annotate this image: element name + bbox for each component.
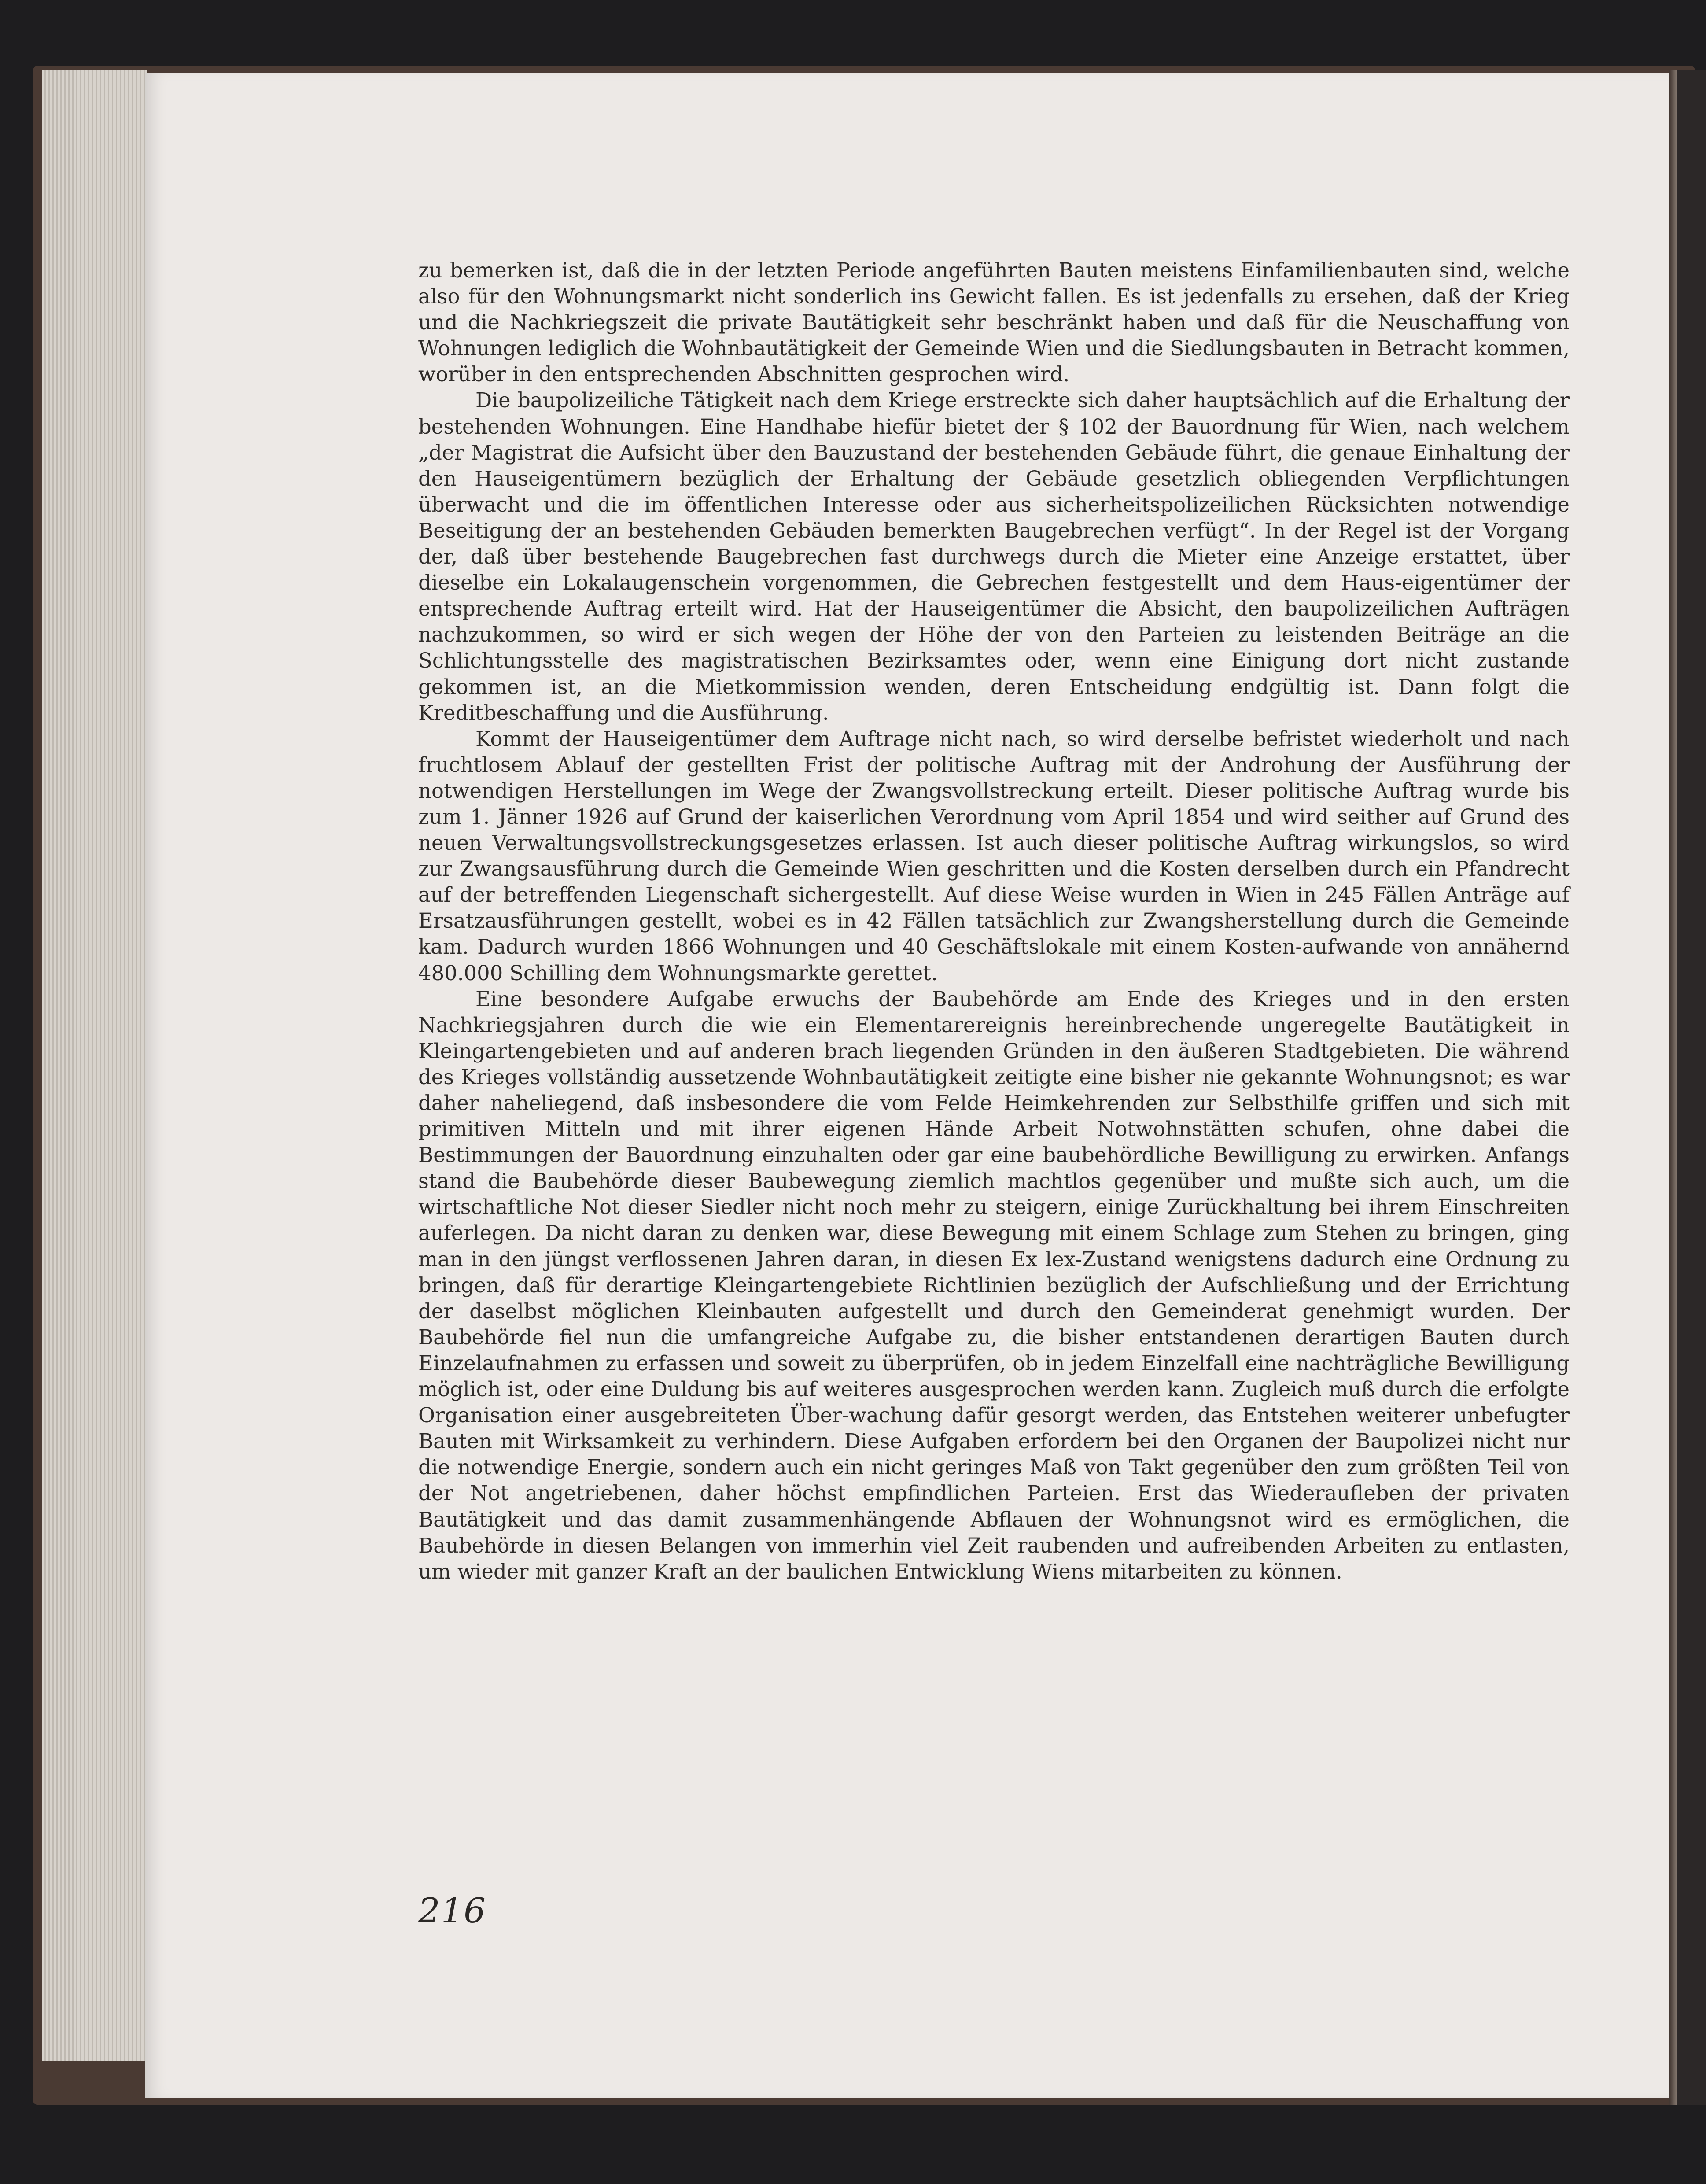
book-gutter [1669,70,1677,2105]
right-page-edge [1677,70,1706,2105]
body-text [418,258,1570,1585]
paragraph: Kommt der Hauseigentümer dem Auftrage nicht nach, so wird derselbe befristet wiederholt und nach fruchtlosem Ablauf der gestellten Frist der politische Auftrag mit der Androhung der Ausführung der notwendigen Herstellungen im Wege der Zwangsvollstreckung erteilt. Dieser politische Auftrag wurde bis zum 1. Jänner 1926 auf Grund der kaiserlichen Verordnung vom April 1854 und wird seither auf Grund des neuen Verwaltungsvollstreckungsgesetzes erlassen. Ist auch dieser politische Auftrag wirkungslos, so wird zur Zwangsausführung durch die Gemeinde Wien geschritten und die Kosten derselben durch ein Pfandrecht auf der betreffenden Liegenschaft sichergestellt. Auf diese Weise wurden in Wien in 245 Fällen Anträge auf Ersatzausführungen gestellt, wobei es in 42 Fällen tatsächlich zur Zwangsherstellung durch die Gemeinde kam. Dadurch wurden 1866 Wohnungen und 40 Geschäftslokale mit einem Kosten-aufwande von annähernd 480.000 Schilling dem Wohnungsmarkte gerettet. [418,727,1570,985]
paragraph: Eine besondere Aufgabe erwuchs der Baubehörde am Ende des Krieges und in den ersten Nachkriegsjahren durch die wie ein Elementarereignis hereinbrechende ungeregelte Bautätigkeit in Kleingartengebieten und auf anderen brach liegenden Gründen in den äußeren Stadtgebieten. Die während des Krieges vollständig aussetzende Wohnbautätigkeit zeitigte eine bisher nie gekannte Wohnungsnot; es war daher naheliegend, daß insbesondere die vom Felde Heimkehrenden zur Selbsthilfe griffen und sich mit primitiven Mitteln und mit ihrer eigenen Hände Arbeit Notwohnstätten schufen, ohne dabei die Bestimmungen der Bauordnung einzuhalten oder gar eine baubehördliche Bewilligung zu erwirken. Anfangs stand die Baubehörde dieser Baubewegung ziemlich machtlos gegenüber und mußte sich auch, um die wirtschaftliche Not dieser Siedler nicht noch mehr zu steigern, einige Zurückhaltung bei ihrem Einschreiten auferlegen. Da nicht daran zu denken war, diese Bewegung mit einem Schlage zum Stehen zu bringen, ging man in den jüngst verflossenen Jahren daran, in diesen Ex lex-Zustand wenigstens dadurch eine Ordnung zu bringen, daß für derartige Kleingartengebiete Richtlinien bezüglich der Aufschließung und der Errichtung der daselbst möglichen Kleinbauten aufgestellt und durch den Gemeinderat genehmigt wurden. Der Baubehörde fiel nun die umfangreiche Aufgabe zu, die bisher entstandenen derartigen Bauten durch Einzelaufnahmen zu erfassen und soweit zu überprüfen, ob in jedem Einzelfall eine nachträgliche Bewilligung möglich ist, oder eine Duldung bis auf weiteres ausgesprochen werden kann. Zugleich muß durch die erfolgte Organisation einer ausgebreiteten Über-wachung dafür gesorgt werden, das Entstehen weiterer unbefugter Bauten mit Wirksamkeit zu verhindern. Diese Aufgaben erfordern bei den Organen der Baupolizei nicht nur die notwendige Energie, sondern auch ein nicht geringes Maß von Takt gegenüber den zum größten Teil von der Not angetriebenen, daher höchst empfindlichen Parteien. Erst das Wiederaufleben der privaten Bautätigkeit und das damit zusammenhängende Abflauen der Wohnungsnot wird es ermöglichen, die Baubehörde in diesen Belangen von immerhin viel Zeit raubenden und aufreibenden Arbeiten zu entlasten, um wieder mit ganzer Kraft an der baulichen Entwicklung Wiens mitarbeiten zu können. [418,987,1570,1583]
paragraph: Die baupolizeiliche Tätigkeit nach dem Kriege erstreckte sich daher hauptsächlich auf die Erhaltung der bestehenden Wohnungen. Eine Handhabe hiefür bietet der § 102 der Bauordnung für Wien, nach welchem „der Magistrat die Aufsicht über den Bauzustand der bestehenden Gebäude führt, die genaue Einhaltung der den Hauseigentümern bezüglich der Erhaltung der Gebäude gesetzlich obliegenden Verpflichtungen überwacht und die im öffentlichen Interesse oder aus sicherheitspolizeilichen Rücksichten notwendige Beseitigung der an bestehenden Gebäuden bemerkten Baugebrechen verfügt“. In der Regel ist der Vorgang der, daß über bestehende Baugebrechen fast durchwegs durch die Mieter eine Anzeige erstattet, über dieselbe ein Lokalaugenschein vorgenommen, die Gebrechen festgestellt und dem Haus-eigentümer der entsprechende Auftrag erteilt wird. Hat der Hauseigentümer die Absicht, den baupolizeilichen Aufträgen nachzukommen, so wird er sich wegen der Höhe der von den Parteien zu leistenden Beiträge an die Schlichtungsstelle des magistratischen Bezirksamtes oder, wenn eine Einigung dort nicht zustande gekommen ist, an die Mietkommission wenden, deren Entscheidung endgültig ist. Dann folgt die Kreditbeschaffung und die Ausführung. [418,388,1570,725]
page-number: 216 [418,1891,486,1931]
paragraph: zu bemerken ist, daß die in der letzten Periode angeführten Bauten meistens Einfamilienbauten sind, welche also für den Wohnungsmarkt nicht sonderlich ins Gewicht fallen. Es ist jedenfalls zu ersehen, daß der Krieg und die Nachkriegszeit die private Bautätigkeit sehr beschränkt haben und daß für die Neuschaffung von Wohnungen lediglich die Wohnbautätigkeit der Gemeinde Wien und die Siedlungsbauten in Betracht kommen, worüber in den entsprechenden Abschnitten gesprochen wird. [418,258,1570,387]
page-block-edges [42,70,147,2061]
